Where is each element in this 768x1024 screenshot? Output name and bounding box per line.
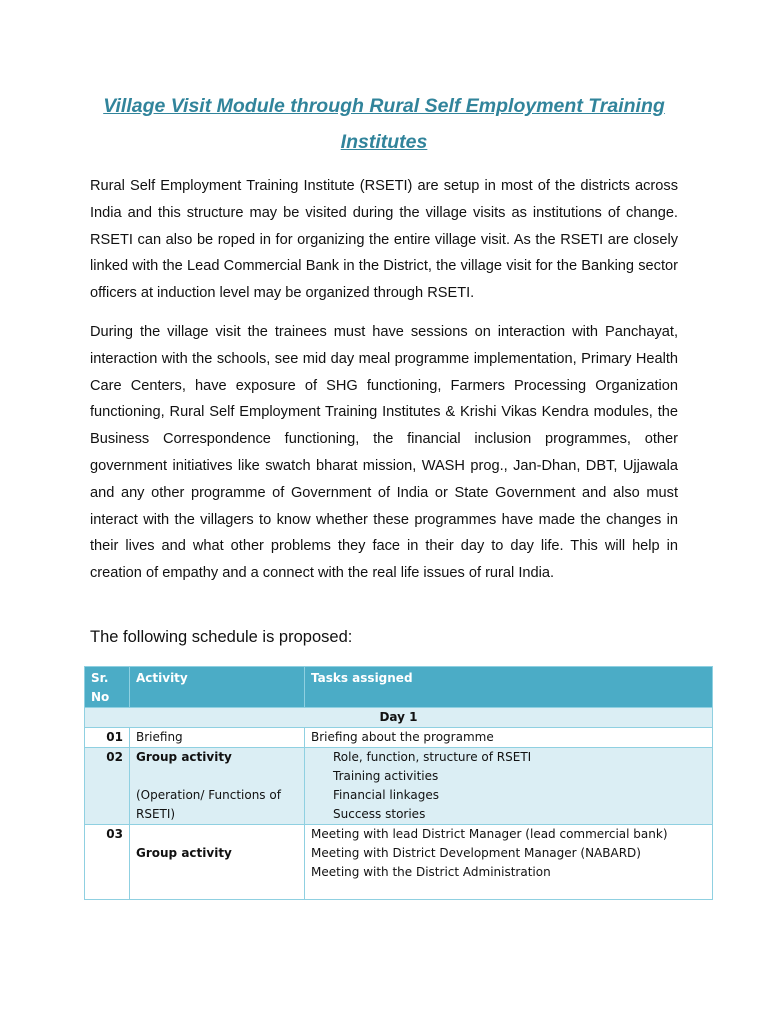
table-row: [85, 728, 713, 748]
task-item: Success stories: [333, 807, 426, 821]
row-activity: Briefing: [130, 728, 305, 748]
task-item: Meeting with the District Administration: [311, 865, 551, 879]
village-visit-paragraph: During the village visit the trainees must have sessions on interaction with Panchayat, interaction with the schools, see mid day meal programme implementation, Primary Health Care Centers, have exposure of SHG functioning, Farmers Processing Organization functioning, Rural Self Employment Training Institutes & Krishi Vikas Kendra modules, the Business Correspondence functioning, the financial inclusion programmes, other government initiatives like swatch bharat mission, WASH prog., Jan-Dhan, DBT, Ujjawala and any other programme of Government of India or State Government and also must interact with the villagers to know whether these programmes have made the changes in their lives and what other problems they face in their day to day life. This will help in creation of empathy and a connect with the real life issues of rural India.: [90, 324, 678, 582]
row-activity-note: (Operation/ Functions of RSETI): [136, 788, 281, 821]
task-item: Role, function, structure of RSETI: [333, 750, 532, 764]
header-activity: Activity: [130, 667, 305, 708]
intro-paragraph: Rural Self Employment Training Institute (RSETI) are setup in most of the districts across India and this structure may be visited during the village visits as institutions of change. RSETI can also be roped in for organizing the entire village visit. As the RSETI are closely linked with the Lead Commercial Bank in the District, the village visit for the Banking sector officers at induction level may be organized through RSETI.: [90, 178, 678, 302]
row-tasks-cell: [305, 825, 713, 900]
header-sr-no: Sr. No: [85, 667, 130, 708]
row-activity-cell: [130, 748, 305, 825]
row-number: 02: [85, 748, 130, 825]
table-header-row: [85, 667, 713, 708]
table-row: [85, 748, 713, 825]
header-tasks: Tasks assigned: [305, 667, 713, 708]
row-task: Briefing about the programme: [305, 728, 713, 748]
document-title: Village Visit Module through Rural Self Employment Training Institutes: [103, 95, 665, 153]
day-row: [85, 708, 713, 728]
schedule-intro: The following schedule is proposed:: [90, 628, 353, 646]
row-number: 03: [85, 825, 130, 900]
task-item: Financial linkages: [333, 788, 439, 802]
row-activity-cell: [130, 825, 305, 900]
row-tasks-cell: [305, 748, 713, 825]
row-number: 01: [85, 728, 130, 748]
schedule-table: [84, 666, 713, 900]
table-row: [85, 825, 713, 900]
task-item: Meeting with District Development Manager (NABARD): [311, 846, 641, 860]
task-item: Meeting with lead District Manager (lead commercial bank): [311, 827, 668, 841]
row-activity: Group activity: [136, 846, 232, 860]
day-label: Day 1: [85, 708, 713, 728]
row-activity: Group activity: [136, 750, 232, 764]
task-item: Training activities: [333, 769, 439, 783]
